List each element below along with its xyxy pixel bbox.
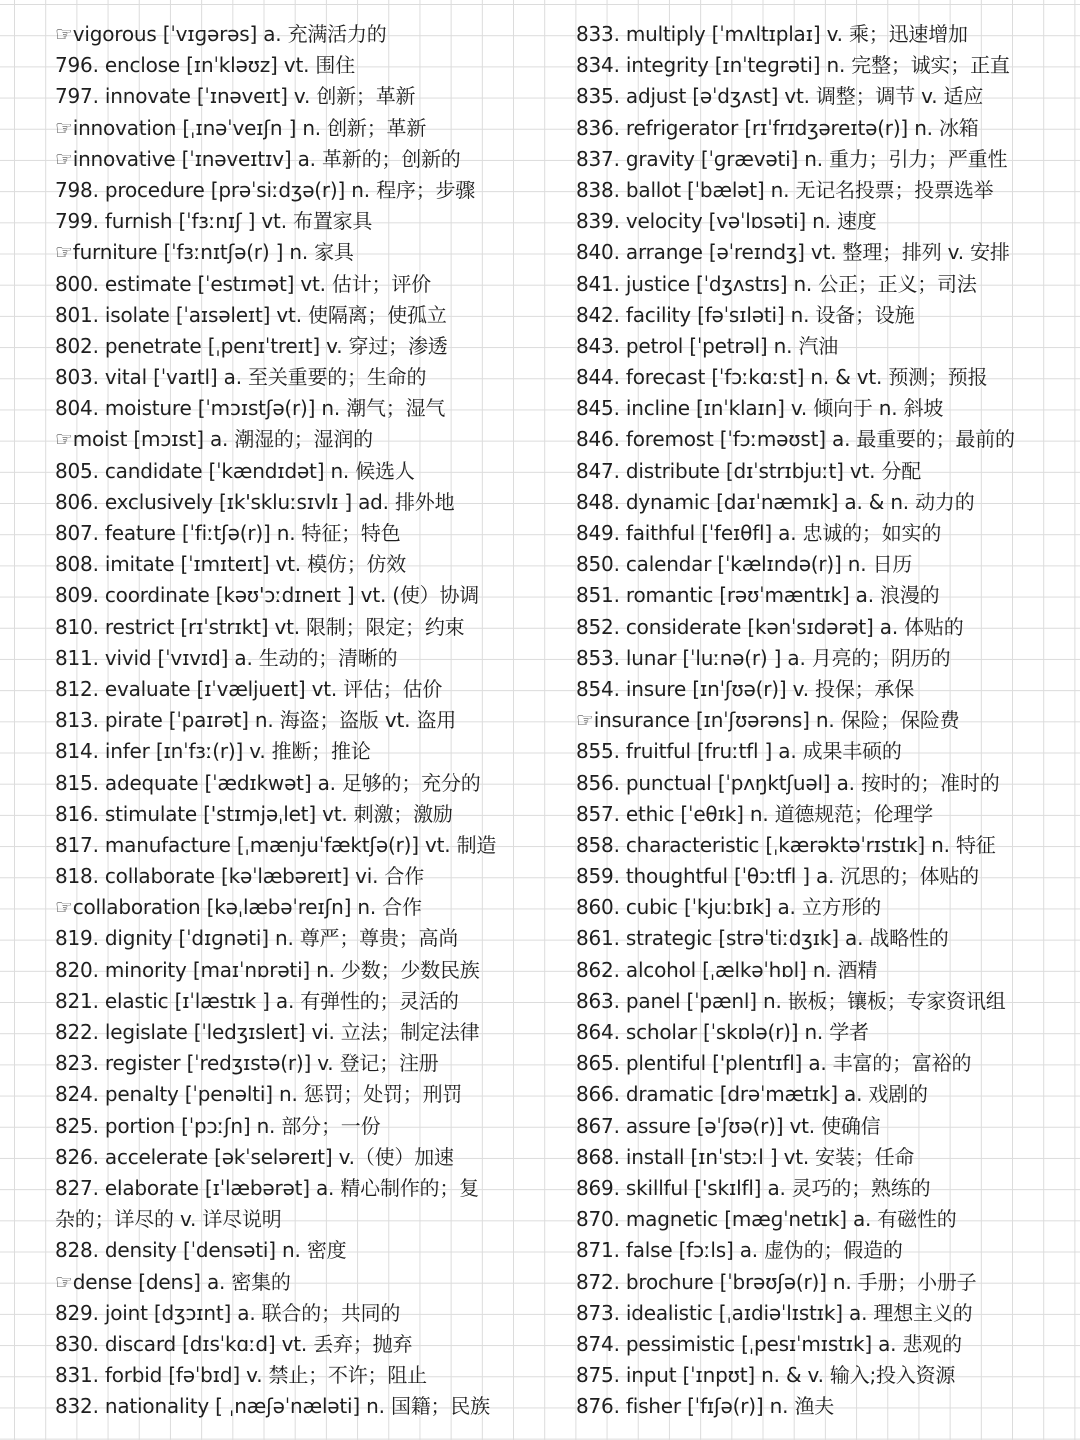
word-entry: 868. install [ɪnˈstɔːl ] vt. 安装；任命 <box>576 1144 915 1169</box>
word-entry: 859. thoughtful [ˈθɔːtfl ] a. 沉思的；体贴的 <box>576 864 979 889</box>
word-entry: 849. faithful [ˈfeɪθfl] a. 忠诚的；如实的 <box>576 521 942 545</box>
word-entry: 836. refrigerator [rɪˈfrɪdʒəreɪtə(r)] n. 冰箱 <box>576 115 979 140</box>
word-entry: 806. exclusively [ɪk'skluːsɪvlɪ ] ad. 排外地 <box>55 489 455 514</box>
word-entry: 832. nationality [ ˌnæʃəˈnæləti] n. 国籍；民族 <box>55 1394 490 1419</box>
word-entry: 869. skillful ['skɪlfl] a. 灵巧的；熟练的 <box>576 1175 931 1200</box>
word-entry: 804. moisture [ˈmɔɪstʃə(r)] n. 潮气；湿气 <box>55 396 446 421</box>
word-entry: 816. stimulate ['stɪmjəˌlet] vt. 刺激；激励 <box>55 801 453 826</box>
word-entry: 802. penetrate [ˌpenɪˈtreɪt] v. 穿过；渗透 <box>55 333 448 358</box>
word-entry: ☞insurance [ɪnˈʃʊərəns] n. 保险；保险费 <box>576 708 960 733</box>
word-entry: 828. density [ˈdensəti] n. 密度 <box>55 1238 347 1263</box>
word-entry: 798. procedure [prəˈsiːdʒə(r)] n. 程序；步骤 <box>55 177 476 202</box>
word-entry: 796. enclose [ɪnˈkləʊz] vt. 围住 <box>55 53 355 78</box>
word-entry: 821. elastic [ɪˈlæstɪk ] a. 有弹性的；灵活的 <box>55 988 459 1013</box>
word-entry: 839. velocity [vəˈlɒsəti] n. 速度 <box>576 209 877 234</box>
word-entry: ☞moist [mɔɪst] a. 潮湿的；湿润的 <box>55 427 373 452</box>
word-entry: ☞innovative [ˈɪnəveɪtɪv] a. 革新的；创新的 <box>55 146 461 171</box>
word-entry: 822. legislate [ˈledʒɪsleɪt] vi. 立法；制定法律 <box>55 1020 480 1044</box>
word-entry: 807. feature [ˈfiːtʃə(r)] n. 特征；特色 <box>55 521 401 545</box>
word-entry: 837. gravity [ˈɡrævəti] n. 重力；引力；严重性 <box>576 146 1008 171</box>
word-entry: 875. input [ˈɪnpʊt] n. & v. 输入;投入资源 <box>576 1363 956 1388</box>
word-entry: 866. dramatic [drəˈmætɪk] a. 戏剧的 <box>576 1082 928 1107</box>
word-entry: 853. lunar [ˈluːnə(r) ] a. 月亮的；阴历的 <box>576 645 951 670</box>
word-entry: 856. punctual [ˈpʌŋktʃuəl] a. 按时的；准时的 <box>576 770 1000 795</box>
word-entry: 863. panel [ˈpænl] n. 嵌板；镶板；专家资讯组 <box>576 988 1006 1013</box>
word-entry: 844. forecast [ˈfɔːkɑːst] n. & vt. 预测；预报 <box>576 365 988 390</box>
word-entry: 841. justice [ˈdʒʌstɪs] n. 公正；正义；司法 <box>576 271 977 296</box>
word-entry: 826. accelerate [əkˈseləreɪt] v.（使）加速 <box>55 1144 454 1169</box>
word-entry: 805. candidate [ˈkændɪdət] n. 候选人 <box>55 458 415 483</box>
word-entry: ☞innovation [ˌɪnəˈveɪʃn ] n. 创新；革新 <box>55 115 427 140</box>
word-entry: 857. ethic [ˈeθɪk] n. 道德规范；伦理学 <box>576 801 934 826</box>
word-entry: 874. pessimistic [ˌpesɪˈmɪstɪk] a. 悲观的 <box>576 1331 962 1356</box>
word-entry: 820. minority [maɪˈnɒrəti] n. 少数；少数民族 <box>55 957 480 982</box>
word-entry: 867. assure [əˈʃʊə(r)] vt. 使确信 <box>576 1113 881 1138</box>
word-entry: 823. register [ˈredʒɪstə(r)] v. 登记；注册 <box>55 1051 439 1076</box>
word-entry: 800. estimate [ˈestɪmət] vt. 估计；评价 <box>55 271 431 296</box>
word-entry: 846. foremost [ˈfɔːməʊst] a. 最重要的；最前的 <box>576 427 1015 452</box>
word-entry: 858. characteristic [ˌkærəktəˈrɪstɪk] n. 特征 <box>576 832 996 857</box>
word-entry: 813. pirate [ˈpaɪrət] n. 海盗；盗版 vt. 盗用 <box>55 708 457 733</box>
word-entry: 843. petrol [ˈpetrəl] n. 汽油 <box>576 333 839 358</box>
word-entry: 872. brochure [ˈbrəʊʃə(r)] n. 手册；小册子 <box>576 1269 977 1294</box>
word-entry: 814. infer [ɪnˈfɜː(r)] v. 推断；推论 <box>55 739 371 764</box>
word-entry: 862. alcohol [ˌælkəˈhɒl] n. 酒精 <box>576 957 878 982</box>
word-entry: 833. multiply [ˈmʌltɪplaɪ] v. 乘；迅速增加 <box>576 22 968 46</box>
word-entry: 801. isolate [ˈaɪsəleɪt] vt. 使隔离；使孤立 <box>55 302 447 327</box>
word-entry: 838. ballot [ˈbælət] n. 无记名投票；投票选举 <box>576 177 994 202</box>
word-entry: 819. dignity [ˈdɪɡnəti] n. 尊严；尊贵；高尚 <box>55 926 459 951</box>
word-entry: 834. integrity [ɪnˈteɡrəti] n. 完整；诚实；正直 <box>576 53 1010 78</box>
word-entry: ☞furniture [ˈfɜːnɪtʃə(r) ] n. 家具 <box>55 240 354 265</box>
word-entry: 810. restrict [rɪˈstrɪkt] vt. 限制；限定；约束 <box>55 614 465 639</box>
word-entry: 854. insure [ɪnˈʃʊə(r)] v. 投保；承保 <box>576 676 915 701</box>
word-entry: 831. forbid [fəˈbɪd] v. 禁止；不许；阻止 <box>55 1363 427 1388</box>
word-entry: 876. fisher [ˈfɪʃə(r)] n. 渔夫 <box>576 1394 835 1419</box>
word-entry: 797. innovate [ˈɪnəveɪt] v. 创新；革新 <box>55 84 416 109</box>
word-entry: 815. adequate [ˈædɪkwət] a. 足够的；充分的 <box>55 770 481 795</box>
word-entry: 852. considerate [kənˈsɪdərət] a. 体贴的 <box>576 614 964 639</box>
word-entry: 835. adjust [əˈdʒʌst] vt. 调整；调节 v. 适应 <box>576 84 984 109</box>
word-entry: 848. dynamic [daɪˈnæmɪk] a. & n. 动力的 <box>576 489 975 514</box>
word-entry: ☞dense [dens] a. 密集的 <box>55 1269 291 1294</box>
word-entry-continuation: 杂的；详尽的 v. 详尽说明 <box>55 1207 282 1232</box>
word-entry: 812. evaluate [ɪˈvæljueɪt] vt. 评估；估价 <box>55 676 443 701</box>
word-entry: ☞vigorous [ˈvɪɡərəs] a. 充满活力的 <box>55 22 387 46</box>
word-entry: 825. portion [ˈpɔːʃn] n. 部分；一份 <box>55 1113 381 1138</box>
word-entry: 829. joint [dʒɔɪnt] a. 联合的；共同的 <box>55 1300 401 1325</box>
word-entry: 842. facility [fəˈsɪləti] n. 设备；设施 <box>576 302 915 327</box>
word-entry: 818. collaborate [kəˈlæbəreɪt] vi. 合作 <box>55 864 425 889</box>
word-entry: 861. strategic [strəˈtiːdʒɪk] a. 战略性的 <box>576 926 949 951</box>
word-entry: 845. incline [ɪnˈklaɪn] v. 倾向于 n. 斜坡 <box>576 396 944 421</box>
word-entry: 860. cubic [ˈkjuːbɪk] a. 立方形的 <box>576 895 882 920</box>
word-entry: 817. manufacture [ˌmænjuˈfæktʃə(r)] vt. 制造 <box>55 832 497 857</box>
word-entry: 864. scholar [ˈskɒlə(r)] n. 学者 <box>576 1020 869 1044</box>
word-entry: 851. romantic [rəʊˈmæntɪk] a. 浪漫的 <box>576 583 940 608</box>
word-entry: 873. idealistic [ˌaɪdiəˈlɪstɪk] a. 理想主义的 <box>576 1300 973 1325</box>
word-entry: 809. coordinate [kəʊ'ɔːdɪneɪt ] vt. (使）协调 <box>55 583 480 608</box>
word-entry: 827. elaborate [ɪˈlæbərət] a. 精心制作的；复 <box>55 1175 479 1200</box>
word-entry: 803. vital [ˈvaɪtl] a. 至关重要的；生命的 <box>55 365 427 390</box>
word-entry: 847. distribute [dɪˈstrɪbjuːt] vt. 分配 <box>576 458 922 483</box>
word-entry: 870. magnetic [mæɡˈnetɪk] a. 有磁性的 <box>576 1207 957 1232</box>
word-entry: 865. plentiful ['plentɪfl] a. 丰富的；富裕的 <box>576 1051 972 1076</box>
word-entry: 871. false [fɔːls] a. 虚伪的；假造的 <box>576 1238 903 1263</box>
word-entry: 840. arrange [əˈreɪndʒ] vt. 整理；排列 v. 安排 <box>576 240 1010 265</box>
word-entry: 850. calendar [ˈkælɪndə(r)] n. 日历 <box>576 552 913 577</box>
word-entry: 808. imitate [ˈɪmɪteɪt] vt. 模仿；仿效 <box>55 552 407 577</box>
word-entry: ☞collaboration [kəˌlæbəˈreɪʃn] n. 合作 <box>55 895 422 920</box>
right-word-column <box>576 19 1066 1422</box>
word-entry: 824. penalty [ˈpenəlti] n. 惩罚；处罚；刑罚 <box>55 1082 463 1107</box>
word-entry: 799. furnish [ˈfɜːnɪʃ ] vt. 布置家具 <box>55 209 373 234</box>
word-entry: 830. discard [dɪsˈkɑːd] vt. 丢弃；抛弃 <box>55 1331 413 1356</box>
word-entry: 811. vivid [ˈvɪvɪd] a. 生动的；清晰的 <box>55 645 398 670</box>
left-word-column <box>55 19 535 1422</box>
word-entry: 855. fruitful [fruːtfl ] a. 成果丰硕的 <box>576 739 902 764</box>
